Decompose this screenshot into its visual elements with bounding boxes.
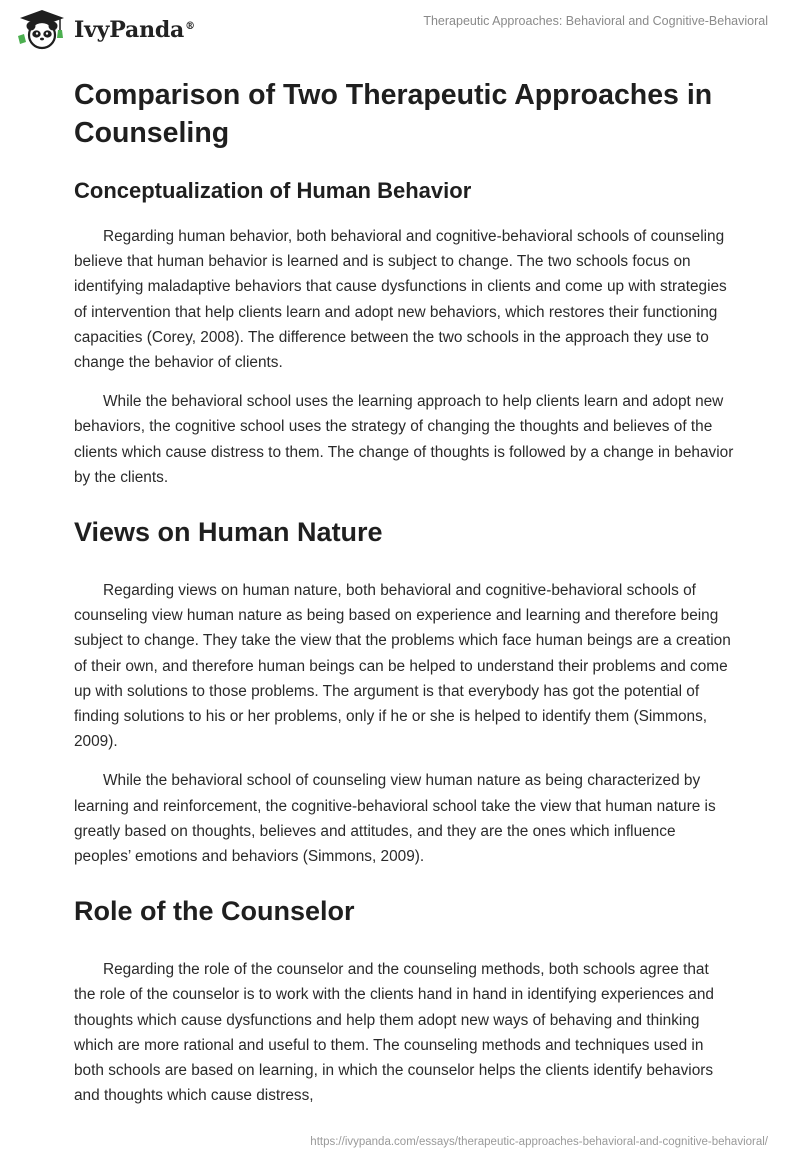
paragraph: Regarding human behavior, both behavioral and cognitive-behavioral schools of counseling believe that human behavior is learned and is subject to change. The two schools focus on identifying maladaptive behaviors that cause dysfunctions in clients and come up with strategies of intervention that help clients learn and adopt new behaviors, which restores their functioning capacities (Corey, 2008). The difference between the two schools in the approach they use to change the behavior of clients. bbox=[74, 228, 727, 372]
page-title: Comparison of Two Therapeutic Approaches in Counseling bbox=[74, 79, 713, 149]
paragraph: Regarding the role of the counselor and the counseling methods, both schools agree that the role of the counselor is to work with the clients hand in hand in identifying experiences and thoughts which cause dysfunctions and help them adopt new ways of behaving and thinking which are more rational and useful to them. The counseling methods and techniques used in both schools are based on learning, in which the counselor helps the clients identify behaviors and thoughts which cause distress, bbox=[74, 961, 714, 1105]
source-url-link[interactable]: https://ivypanda.com/essays/therapeutic-approaches-behavioral-and-cognitive-behavioral/ bbox=[310, 1136, 768, 1148]
section-heading: Views on Human Nature bbox=[74, 517, 383, 548]
page-header bbox=[0, 0, 800, 60]
paragraph: While the behavioral school of counseling view human nature as being characterized by learning and reinforcement, the cognitive-behavioral school take the view that human nature is greatly based on thoughts, believes and attitudes, and they are the ones which influence peoples’ emotions and behaviors (Simmons, 2009). bbox=[74, 772, 716, 866]
ivypanda-logo[interactable] bbox=[14, 8, 195, 52]
essay-content bbox=[74, 76, 734, 1122]
section-heading: Conceptualization of Human Behavior bbox=[74, 178, 472, 203]
section-heading: Role of the Counselor bbox=[74, 896, 355, 927]
paragraph: While the behavioral school uses the learning approach to help clients learn and adopt new behaviors, the cognitive school uses the strategy of changing the thoughts and believes of the clients which cause distress to them. The change of thoughts is followed by a change in behavior by the clients. bbox=[74, 393, 734, 486]
running-title: Therapeutic Approaches: Behavioral and Cognitive-Behavioral bbox=[423, 14, 768, 28]
brand-name: IvyPanda® bbox=[74, 17, 195, 43]
panda-graduate-icon bbox=[14, 8, 70, 52]
paragraph: Regarding views on human nature, both behavioral and cognitive-behavioral schools of counseling view human nature as being based on experience and learning and therefore being subject to change. They take the view that the problems which face human beings are a creation of their own, and therefore human beings can be helped to understand their problems and come up with solutions to those problems. The argument is that everybody has got the potential of finding solutions to his or her problems, only if he or she is helped to identify them (Simmons, 2009). bbox=[74, 582, 731, 751]
